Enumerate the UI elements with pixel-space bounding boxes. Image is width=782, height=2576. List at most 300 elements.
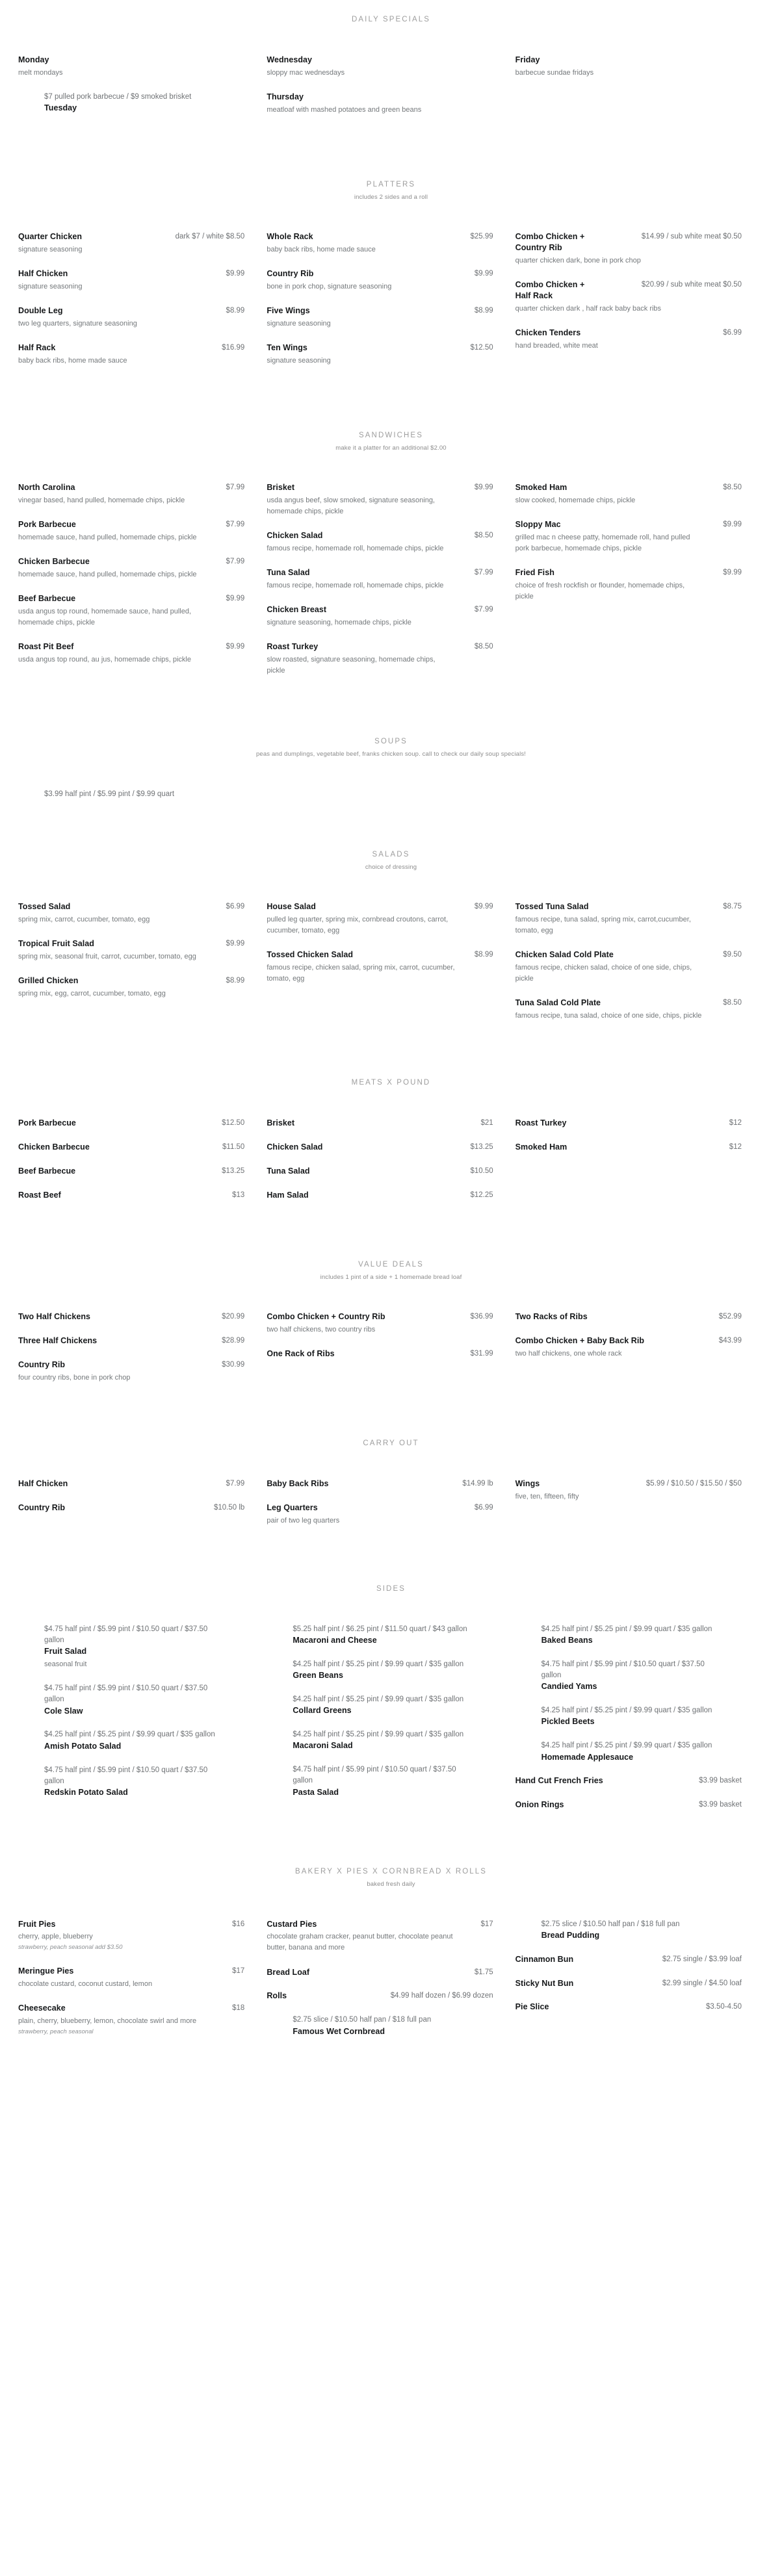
menu-item-name: Tossed Chicken Salad	[267, 950, 354, 960]
menu-item[interactable]	[267, 1764, 493, 1797]
menu-item[interactable]	[18, 1478, 244, 1489]
menu-item-row	[515, 949, 742, 960]
menu-item-description: slow roasted, signature seasoning, homemade chips, pickle	[267, 656, 436, 675]
spacer	[0, 1035, 782, 1072]
menu-item-row	[18, 1335, 244, 1346]
menu-item-row	[515, 519, 742, 530]
menu-item-row	[267, 1967, 493, 1978]
section-columns	[0, 901, 782, 1035]
menu-column	[267, 901, 515, 998]
menu-item-name: Combo Chicken + Country Rib	[515, 232, 585, 253]
menu-column	[515, 1118, 764, 1166]
menu-item[interactable]	[18, 901, 244, 925]
menu-item-name: Tropical Fruit Salad	[18, 939, 94, 949]
menu-item-name: Wings	[515, 1478, 540, 1488]
menu-item-description: famous recipe, tuna salad, choice of one side, chips, pickle	[515, 1011, 702, 1020]
menu-item[interactable]	[267, 1118, 493, 1129]
menu-item[interactable]	[515, 1118, 742, 1129]
menu-item-name: Onion Rings	[515, 1800, 564, 1810]
menu-item-price: $9.99	[474, 483, 493, 492]
menu-item-description: vinegar based, hand pulled, homemade chips, pickle	[18, 496, 185, 505]
menu-item[interactable]	[18, 938, 244, 962]
menu-item-price: $5.25 half pint / $6.25 pint / $11.50 quart / $43 gallon	[293, 1625, 467, 1633]
menu-item-price: $7.99	[226, 483, 245, 492]
menu-item[interactable]	[515, 1478, 742, 1502]
menu-item-description: hand breaded, white meat	[515, 341, 598, 350]
menu-item-name: Brisket	[267, 483, 295, 493]
menu-item[interactable]	[18, 1624, 244, 1670]
menu-section-carry-out	[0, 1433, 782, 1539]
menu-item-row	[18, 1359, 244, 1371]
menu-item-name: Roast Turkey	[267, 642, 319, 652]
menu-item-name: Ten Wings	[267, 343, 307, 353]
menu-item[interactable]	[267, 530, 493, 554]
menu-item[interactable]	[515, 279, 742, 315]
menu-item[interactable]	[18, 593, 244, 628]
section-header	[0, 425, 782, 452]
menu-column	[267, 1311, 515, 1372]
menu-item-name: Tossed Tuna Salad	[515, 902, 589, 912]
menu-item[interactable]	[515, 55, 742, 79]
spacer	[0, 452, 782, 482]
menu-item-price: $16	[232, 1920, 245, 1928]
spacer	[0, 201, 782, 231]
section-subtitle: includes 2 sides and a roll	[354, 194, 428, 201]
menu-item-price: $4.75 half pint / $5.99 pint / $10.50 quart / $37.50 gallon	[44, 1766, 208, 1785]
menu-item-row	[267, 305, 493, 316]
menu-item-name: Thursday	[267, 92, 304, 102]
menu-item-description: four country ribs, bone in pork chop	[18, 1373, 131, 1382]
menu-item-name: Macaroni and Cheese	[293, 1635, 377, 1645]
menu-column	[515, 901, 764, 1035]
menu-item-price: $7.99	[474, 569, 493, 577]
menu-item[interactable]	[515, 1335, 742, 1359]
menu-item-name: Ham Salad	[267, 1190, 309, 1200]
menu-item-price: $9.99	[226, 940, 245, 948]
menu-item-name: Leg Quarters	[267, 1502, 318, 1512]
menu-item-price: $4.25 half pint / $5.25 pint / $9.99 quart / $35 gallon	[541, 1707, 712, 1715]
menu-item-description: spring mix, carrot, cucumber, tomato, egg	[18, 916, 150, 924]
menu-item-row	[267, 231, 493, 242]
menu-item[interactable]	[515, 2002, 742, 2013]
menu-item-name: Pork Barbecue	[18, 520, 76, 530]
menu-section-platters	[0, 174, 782, 380]
menu-item-price: $4.25 half pint / $5.25 pint / $9.99 quart / $35 gallon	[293, 1731, 464, 1739]
menu-section-sandwiches	[0, 425, 782, 689]
menu-item[interactable]	[267, 231, 493, 255]
menu-item-description: barbecue sundae fridays	[515, 68, 594, 77]
menu-item-price: $2.75 slice / $10.50 half pan / $18 full pan	[541, 1920, 680, 1928]
menu-item-description: famous recipe, tuna salad, spring mix, carrot,cucumber, tomato, egg	[515, 916, 691, 935]
menu-item-price: $6.99	[474, 1503, 493, 1512]
menu-item[interactable]	[267, 2015, 493, 2037]
menu-item[interactable]	[18, 1502, 244, 1513]
menu-item-name: Cheesecake	[18, 2003, 66, 2013]
menu-item-row	[267, 901, 493, 912]
menu-item[interactable]	[267, 1624, 493, 1646]
spacer	[0, 1282, 782, 1311]
menu-item[interactable]	[515, 1142, 742, 1153]
menu-item-price: $7.99	[226, 1479, 245, 1488]
menu-column	[18, 1624, 267, 1811]
menu-item-description: famous recipe, homemade roll, homemade chips, pickle	[267, 582, 444, 590]
menu-item-row	[515, 567, 742, 578]
menu-item[interactable]	[267, 1190, 493, 1201]
menu-item-price: $21	[480, 1119, 493, 1127]
spacer	[0, 1214, 782, 1254]
menu-item-name: Beef Barbecue	[18, 594, 76, 604]
menu-item[interactable]	[267, 268, 493, 292]
section-header	[0, 1578, 782, 1594]
menu-item-price: $9.99	[474, 903, 493, 911]
menu-item[interactable]	[267, 901, 493, 936]
menu-item[interactable]	[515, 1311, 742, 1322]
menu-item-row	[515, 1775, 742, 1786]
menu-column	[515, 1624, 764, 1824]
menu-item[interactable]	[18, 1311, 244, 1322]
menu-item-row	[267, 1190, 493, 1201]
section-title: SALADS	[372, 850, 410, 858]
menu-item[interactable]	[18, 231, 244, 255]
menu-item[interactable]	[267, 55, 493, 79]
menu-item-price: $52.99	[718, 1312, 742, 1320]
menu-item-price: $13	[232, 1191, 245, 1199]
menu-item[interactable]	[18, 1118, 244, 1129]
menu-item[interactable]	[515, 1919, 742, 1941]
spacer	[0, 871, 782, 901]
spacer	[0, 25, 782, 55]
menu-item-price: $28.99	[222, 1336, 245, 1345]
menu-item-description: famous recipe, chicken salad, choice of one side, chips, pickle	[515, 963, 692, 983]
menu-item[interactable]	[515, 998, 742, 1022]
menu-item-name: Bread Pudding	[541, 1930, 600, 1940]
menu-section-meats-x-pound	[0, 1072, 782, 1214]
section-header	[0, 1254, 782, 1282]
spacer	[0, 0, 782, 9]
menu-item-price: $8.99	[226, 307, 245, 315]
menu-item-row	[515, 328, 742, 339]
menu-item-price: $25.99	[470, 233, 493, 241]
menu-item-price: $2.75 slice / $10.50 half pan / $18 full pan	[293, 2016, 432, 2024]
menu-item[interactable]	[267, 1311, 493, 1335]
menu-item-row	[515, 1335, 742, 1346]
section-columns	[0, 789, 782, 813]
menu-item-row	[18, 1919, 244, 1930]
menu-item-price: $4.75 half pint / $5.99 pint / $10.50 quart / $37.50 gallon	[44, 1684, 208, 1704]
menu-item-name: Half Chicken	[18, 269, 68, 279]
menu-item-price: $13.25	[222, 1166, 245, 1175]
menu-item[interactable]	[267, 1502, 493, 1526]
menu-item-description: plain, cherry, blueberry, lemon, chocolate swirl and more	[18, 2016, 197, 2025]
menu-item[interactable]	[515, 1624, 742, 1646]
menu-item-price: $14.99 / sub white meat $0.50	[641, 233, 742, 241]
spacer	[0, 1449, 782, 1478]
menu-item-row	[18, 938, 244, 949]
menu-item-price: $12.50	[470, 344, 493, 352]
spacer	[0, 380, 782, 425]
menu-column	[18, 1311, 267, 1397]
section-columns	[0, 1919, 782, 2050]
menu-item[interactable]	[267, 567, 493, 591]
menu-item[interactable]	[515, 519, 742, 554]
menu-item-row	[515, 1142, 742, 1153]
menu-item-price: $7.99	[474, 606, 493, 614]
section-header	[0, 1072, 782, 1088]
menu-item-price: $3.99 half pint / $5.99 pint / $9.99 quart	[44, 790, 175, 798]
menu-item-name: Sticky Nut Bun	[515, 1978, 574, 1988]
menu-item-name: Chicken Barbecue	[18, 1142, 90, 1152]
menu-item[interactable]	[18, 1765, 244, 1798]
menu-item[interactable]	[515, 1954, 742, 1965]
menu-item-name: Half Chicken	[18, 1478, 68, 1488]
menu-item-price: $1.75	[474, 1968, 493, 1976]
menu-item-description: bone in pork chop, signature seasoning	[267, 283, 392, 291]
menu-item[interactable]	[515, 1978, 742, 1989]
menu-item-row	[515, 1978, 742, 1989]
menu-item-row	[515, 998, 742, 1009]
menu-item-price: $9.99	[226, 595, 245, 603]
spacer	[0, 1889, 782, 1919]
menu-item-description: quarter chicken dark , half rack baby back ribs	[515, 304, 662, 313]
menu-item[interactable]	[267, 1694, 493, 1716]
menu-item-price: $36.99	[470, 1312, 493, 1320]
menu-item-price: $10.50 lb	[214, 1503, 245, 1512]
menu-item-description: baby back ribs, home made sauce	[18, 356, 127, 365]
menu-item-row	[515, 482, 742, 493]
section-title: DAILY SPECIALS	[351, 16, 431, 23]
menu-item-name: Country Rib	[267, 269, 314, 279]
menu-item-row	[18, 1166, 244, 1177]
menu-item-description: signature seasoning	[18, 283, 83, 291]
menu-item-description: usda angus top round, homemade sauce, hand pulled, homemade chips, pickle	[18, 608, 192, 627]
menu-item[interactable]	[18, 556, 244, 580]
menu-item[interactable]	[267, 342, 493, 367]
menu-item-price: $20.99 / sub white meat $0.50	[641, 281, 742, 289]
menu-item-price: $6.99	[723, 328, 742, 337]
menu-item-price: $4.75 half pint / $5.99 pint / $10.50 quart / $37.50 gallon	[44, 1625, 208, 1644]
menu-item-note: strawberry, peach seasonal add $3.50	[18, 1944, 123, 1951]
menu-item[interactable]	[18, 482, 244, 506]
spacer	[0, 129, 782, 174]
menu-item[interactable]	[18, 1919, 244, 1953]
menu-item[interactable]	[267, 1659, 493, 1681]
menu-item-name: House Salad	[267, 902, 316, 912]
menu-item-name: Tuesday	[44, 103, 77, 113]
menu-item-row	[267, 1118, 493, 1129]
section-columns	[0, 231, 782, 380]
menu-item-row	[18, 1311, 244, 1322]
menu-item[interactable]	[18, 1335, 244, 1346]
menu-item-price: $4.25 half pint / $5.25 pint / $9.99 quart / $35 gallon	[541, 1742, 712, 1750]
menu-item[interactable]	[18, 975, 244, 999]
menu-item-price: $8.50	[723, 483, 742, 492]
menu-item-name: Pie Slice	[515, 2002, 549, 2012]
menu-column	[18, 1118, 267, 1214]
menu-item[interactable]	[18, 92, 244, 114]
menu-item[interactable]	[18, 55, 244, 79]
menu-item[interactable]	[18, 1190, 244, 1201]
menu-item[interactable]	[267, 1166, 493, 1177]
menu-item-description: choice of fresh rockfish or flounder, homemade chips, pickle	[515, 582, 685, 601]
menu-item[interactable]	[267, 482, 493, 517]
menu-item-name: Smoked Ham	[515, 483, 567, 493]
menu-column	[267, 1919, 515, 2050]
menu-item[interactable]	[18, 1683, 244, 1716]
menu-item[interactable]	[267, 305, 493, 329]
menu-column	[18, 482, 267, 678]
menu-item[interactable]	[18, 305, 244, 329]
menu-item-name: Chicken Breast	[267, 605, 327, 615]
menu-item[interactable]	[18, 1359, 244, 1384]
menu-item-name: Famous Wet Cornbread	[293, 2026, 385, 2036]
menu-item[interactable]	[515, 328, 742, 352]
menu-item[interactable]	[267, 641, 493, 676]
menu-item[interactable]	[515, 1705, 742, 1727]
menu-item-row	[267, 1348, 493, 1359]
menu-item-name: Fruit Pies	[18, 1919, 56, 1929]
menu-item-row	[18, 1190, 244, 1201]
menu-item[interactable]	[18, 1729, 244, 1751]
menu-item-price: $43.99	[718, 1336, 742, 1345]
section-title: CARRY OUT	[363, 1439, 419, 1447]
menu-item-name: Tuna Salad	[267, 1166, 310, 1176]
section-header	[0, 1433, 782, 1449]
menu-item-description: grilled mac n cheese patty, homemade roll, hand pulled pork barbecue, homemade chips, pickle	[515, 534, 690, 553]
menu-item[interactable]	[18, 1966, 244, 1990]
menu-item-price: $4.99 half dozen / $6.99 dozen	[390, 1992, 493, 2000]
menu-item-name: Roast Pit Beef	[18, 642, 74, 652]
menu-item-row	[515, 55, 742, 66]
menu-item-price: $8.50	[474, 532, 493, 540]
menu-item-description: famous recipe, homemade roll, homemade chips, pickle	[267, 545, 444, 553]
menu-item-row	[18, 482, 244, 493]
menu-item[interactable]	[515, 231, 742, 266]
menu-item-price: $4.25 half pint / $5.25 pint / $9.99 quart / $35 gallon	[44, 1731, 215, 1739]
menu-item[interactable]	[515, 1740, 742, 1762]
section-columns	[0, 55, 782, 129]
menu-section-daily-specials	[0, 9, 782, 129]
menu-item-name: Combo Chicken + Baby Back Rib	[515, 1335, 645, 1345]
menu-item-price: $4.25 half pint / $5.25 pint / $9.99 quart / $35 gallon	[541, 1625, 712, 1633]
menu-item[interactable]	[515, 901, 742, 936]
menu-item[interactable]	[18, 1166, 244, 1177]
menu-item-name: Fruit Salad	[44, 1647, 87, 1656]
menu-item-name: Green Beans	[293, 1671, 343, 1681]
menu-item[interactable]	[267, 1990, 493, 2002]
spacer	[0, 1088, 782, 1118]
menu-item[interactable]	[515, 567, 742, 602]
menu-item[interactable]	[18, 342, 244, 367]
menu-item-description: homemade sauce, hand pulled, homemade chips, pickle	[18, 571, 197, 579]
menu-item-name: Cinnamon Bun	[515, 1954, 574, 1964]
menu-item-description: spring mix, egg, carrot, cucumber, tomato, egg	[18, 989, 166, 998]
menu-item-price: $2.99 single / $4.50 loaf	[662, 1979, 742, 1987]
menu-item[interactable]	[18, 1142, 244, 1153]
menu-item[interactable]	[515, 1659, 742, 1692]
menu-item-row	[18, 1118, 244, 1129]
menu-item-name: Grilled Chicken	[18, 975, 79, 985]
menu-item-price: $4.75 half pint / $5.99 pint / $10.50 quart / $37.50 gallon	[541, 1660, 705, 1680]
menu-section-sides	[0, 1578, 782, 1824]
section-title: PLATTERS	[366, 180, 416, 188]
menu-item[interactable]	[267, 949, 493, 985]
menu-item-name: Custard Pies	[267, 1919, 317, 1929]
menu-item[interactable]	[18, 268, 244, 292]
menu-item-price: $5.99 / $10.50 / $15.50 / $50	[645, 1479, 742, 1488]
menu-item[interactable]	[267, 1348, 493, 1359]
menu-item-description: signature seasoning	[267, 320, 331, 328]
section-columns	[0, 1624, 782, 1824]
menu-item[interactable]	[267, 604, 493, 628]
menu-column	[515, 55, 764, 92]
menu-item-name: Chicken Tenders	[515, 328, 581, 337]
menu-item[interactable]	[18, 789, 244, 800]
section-header	[0, 844, 782, 871]
menu-item-name: Collard Greens	[293, 1706, 352, 1716]
menu-item[interactable]	[18, 519, 244, 543]
menu-item[interactable]	[267, 1919, 493, 1954]
menu-item-name: Bread Loaf	[267, 1967, 310, 1977]
menu-item-price: $9.99	[474, 270, 493, 278]
section-title: MEATS X POUND	[351, 1079, 431, 1087]
menu-item-description: melt mondays	[18, 68, 63, 77]
menu-item[interactable]	[267, 1967, 493, 1978]
menu-item-description: famous recipe, chicken salad, spring mix, carrot, cucumber, tomato, egg	[267, 963, 455, 983]
section-title: SIDES	[376, 1584, 406, 1593]
menu-item-price: $3.99 basket	[699, 1777, 742, 1785]
spacer	[0, 1594, 782, 1624]
menu-item[interactable]	[267, 1478, 493, 1489]
menu-item-row	[267, 641, 493, 652]
menu-item[interactable]	[267, 92, 493, 116]
section-columns	[0, 1478, 782, 1539]
menu-item-price: $9.50	[723, 951, 742, 959]
menu-item-name: Baked Beans	[541, 1635, 593, 1645]
menu-section-value-deals	[0, 1254, 782, 1397]
menu-item-name: One Rack of Ribs	[267, 1348, 335, 1358]
menu-column	[267, 1478, 515, 1539]
menu-item-name: Cole Slaw	[44, 1706, 83, 1716]
menu-item-row	[267, 1502, 493, 1513]
menu-item[interactable]	[515, 1799, 742, 1810]
menu-item[interactable]	[18, 641, 244, 665]
menu-item-row	[267, 530, 493, 541]
menu-column	[267, 55, 515, 129]
section-columns	[0, 1118, 782, 1214]
menu-item-row	[18, 901, 244, 912]
menu-item[interactable]	[18, 2003, 244, 2037]
menu-item-row	[267, 1919, 493, 1930]
menu-item-row	[18, 1142, 244, 1153]
menu-item-row	[18, 305, 244, 316]
spacer	[0, 1823, 782, 1861]
menu-item-name: Chicken Barbecue	[18, 557, 90, 567]
menu-item[interactable]	[515, 1775, 742, 1786]
menu-column	[267, 231, 515, 380]
menu-item-row	[18, 342, 244, 354]
menu-item-description: pair of two leg quarters	[267, 1516, 340, 1525]
menu-item[interactable]	[515, 482, 742, 506]
menu-item-description: slow cooked, homemade chips, pickle	[515, 496, 636, 505]
menu-item[interactable]	[267, 1729, 493, 1751]
menu-item-name: Whole Rack	[267, 232, 313, 242]
section-subtitle: choice of dressing	[365, 863, 417, 871]
menu-item[interactable]	[515, 949, 742, 985]
menu-item[interactable]	[267, 1142, 493, 1153]
menu-item-name: Monday	[18, 55, 49, 65]
menu-item-price: $14.99 lb	[462, 1479, 493, 1488]
menu-item-row	[515, 901, 742, 912]
